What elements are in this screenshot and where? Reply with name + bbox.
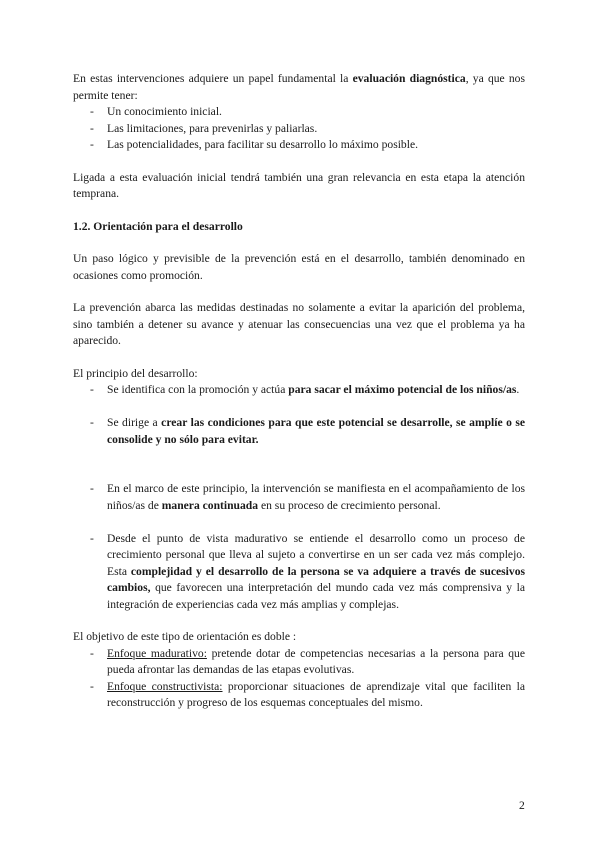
list-item-bold: para sacar el máximo potencial de los niños/as bbox=[288, 383, 517, 396]
list-item-text: Las potencialidades, para facilitar su desarrollo lo máximo posible. bbox=[107, 138, 418, 151]
section-heading: 1.2. Orientación para el desarrollo bbox=[73, 219, 243, 233]
list-item-text: Desde el punto de vista madurativo se entiende el desarrollo como un proceso de crecimiento personal que lleva al sujeto a convertirse en un ser cada vez más complejo. Esta bbox=[107, 531, 525, 578]
dash-bullet: - bbox=[90, 138, 94, 151]
list-item bbox=[73, 382, 525, 399]
dash-bullet: - bbox=[90, 416, 94, 429]
list-item-text: proporcionar situaciones de aprendizaje vital que faciliten la reconstrucción y progreso de los esquemas conceptuales del mismo. bbox=[107, 679, 525, 709]
dash-bullet: - bbox=[90, 105, 94, 118]
list-item-text: Se identifica con la promoción y actúa bbox=[107, 383, 289, 396]
dash-bullet: - bbox=[90, 679, 94, 693]
ligada-paragraph: Ligada a esta evaluación inicial tendrá también una gran relevancia en esta etapa la atención temprana. bbox=[73, 170, 525, 200]
list-item-text: En el marco de este principio, la intervención se manifiesta en el acompañamiento de los niños/as de bbox=[107, 482, 525, 512]
list-item bbox=[73, 531, 525, 614]
dash-bullet: - bbox=[90, 383, 94, 396]
list-item bbox=[73, 104, 525, 121]
list-item-bold: complejidad y el desarrollo de la persona se va adquiere a través de sucesivos cambios, bbox=[107, 564, 525, 594]
list-item bbox=[73, 679, 525, 712]
list-spacer bbox=[73, 448, 525, 465]
list-item bbox=[73, 121, 525, 138]
prevencion-paragraph: La prevención abarca las medidas destinadas no solamente a evitar la aparición del problema, sino también a detener su avance y atenuar las consecuencias una vez que el problema ya ha aparecido. bbox=[73, 301, 525, 347]
list-item-bold: manera continuada bbox=[161, 498, 259, 512]
dash-bullet: - bbox=[90, 646, 94, 660]
dash-bullet: - bbox=[90, 121, 94, 135]
principio-heading: El principio del desarrollo: bbox=[73, 366, 198, 380]
list-item-bold: crear las condiciones para que este potencial se desarrolle, se amplíe o se consolide y no sólo para evitar. bbox=[107, 416, 526, 446]
list-item-text: pretende dotar de competencias necesarias a la persona para que pueda afrontar las demandas de las etapas evolutivas. bbox=[107, 646, 525, 676]
list-item-text-end: . bbox=[516, 383, 520, 396]
list-item bbox=[73, 646, 525, 679]
list-item-text: Un conocimiento inicial. bbox=[107, 105, 222, 118]
list-item-underlined: Enfoque madurativo: bbox=[107, 646, 207, 660]
intro-list bbox=[73, 104, 525, 154]
dash-bullet: - bbox=[90, 531, 94, 545]
principio-list bbox=[73, 382, 525, 613]
list-item bbox=[73, 137, 525, 154]
objetivo-heading: El objetivo de este tipo de orientación es doble : bbox=[73, 630, 297, 643]
list-item-underlined: Enfoque constructivista: bbox=[107, 679, 223, 693]
page-content bbox=[73, 71, 525, 712]
paso-paragraph: Un paso lógico y previsible de la prevención está en el desarrollo, también denominado en ocasiones como promoción. bbox=[73, 252, 525, 282]
intro-paragraph bbox=[73, 71, 525, 104]
list-item bbox=[73, 415, 525, 448]
list-item-text: Se dirige a bbox=[107, 416, 162, 429]
page-number: 2 bbox=[519, 799, 525, 812]
list-item-text-end: que favorecen una interpretación del mundo cada vez más comprensiva y la integración de experiencias cada vez más amplias y complejas. bbox=[107, 581, 525, 611]
list-item-text: Las limitaciones, para prevenirlas y paliarlas. bbox=[107, 121, 318, 135]
dash-bullet: - bbox=[90, 482, 94, 495]
intro-text: En estas intervenciones adquiere un papel fundamental la bbox=[73, 72, 353, 85]
list-spacer bbox=[73, 399, 525, 416]
objetivo-list bbox=[73, 646, 525, 712]
intro-text-end: , ya que nos permite tener: bbox=[73, 72, 525, 102]
list-item bbox=[73, 481, 525, 514]
list-item-text-end: en su proceso de crecimiento personal. bbox=[258, 498, 441, 512]
intro-bold-term: evaluación diagnóstica bbox=[352, 72, 466, 85]
list-spacer bbox=[73, 465, 525, 482]
list-spacer bbox=[73, 514, 525, 531]
